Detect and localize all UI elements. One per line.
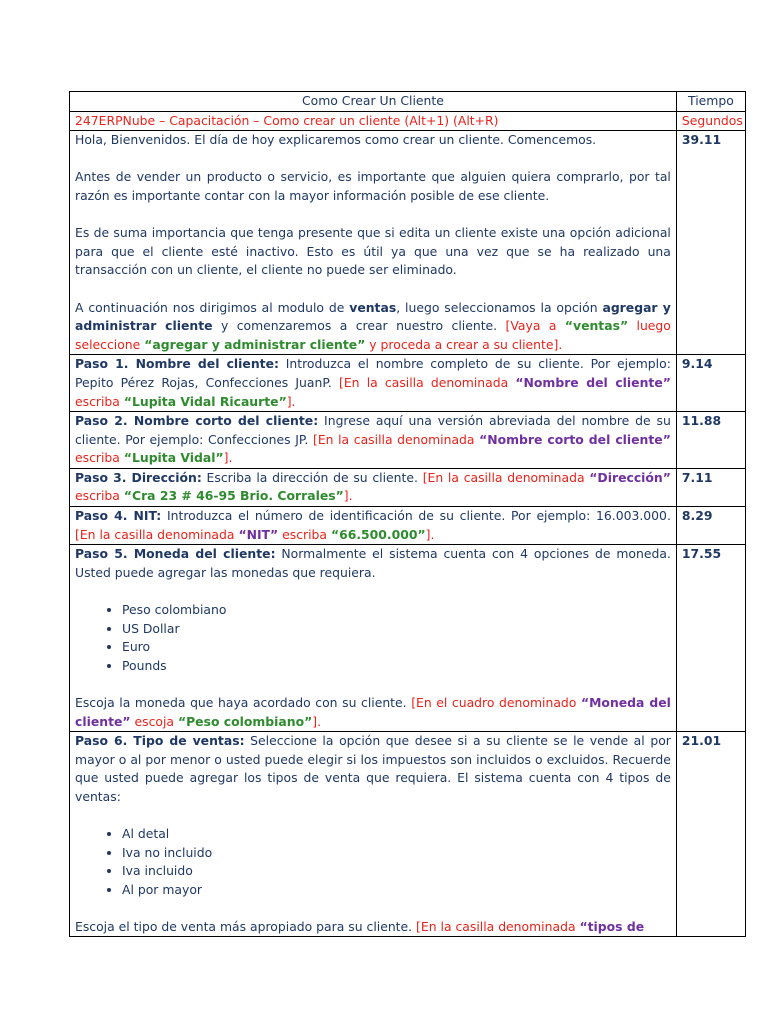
step-description: Escoja la moneda que haya acordado con su cliente.: [75, 695, 412, 710]
instruction: ].: [223, 450, 233, 466]
procedure-table: [69, 91, 746, 937]
instruction: ].: [286, 393, 296, 409]
instruction-value: “agregar y administrar cliente”: [144, 336, 366, 352]
text: A continuación nos dirigimos al modulo de: [75, 299, 350, 315]
instruction: [En el cuadro denominado: [411, 695, 581, 710]
step-row: [70, 545, 746, 732]
instruction: escriba: [75, 393, 124, 409]
step-paragraph: [75, 694, 671, 731]
field-value: “Lupita Vidal Ricaurte”: [123, 393, 287, 409]
instruction: [En la casilla denominada: [422, 469, 590, 485]
field-name: “tipos de: [579, 919, 645, 935]
document-title: Como Crear Un Cliente: [70, 92, 677, 112]
step-row: [70, 732, 746, 937]
step-description: Escriba la dirección de su cliente.: [201, 469, 423, 485]
intro-paragraph: Es de suma importancia que tenga presente que si edita un cliente existe una opción adicional para que el cliente esté inactivo. Esto es útil ya que una vez que se ha realizado una transacción con un cliente, el cliente no puede ser eliminado.: [75, 225, 671, 278]
intro-paragraph: [75, 299, 671, 355]
instruction: [En la casilla denominada: [339, 374, 516, 390]
time-column-header: Tiempo: [676, 92, 745, 112]
instruction: luego seleccione: [75, 318, 671, 352]
sales-type-list: [75, 825, 671, 899]
list-item: • Iva incluido: [122, 862, 671, 881]
intro-row: [70, 131, 746, 355]
step-description: Normalmente el sistema cuenta con 4 opciones de moneda. Usted puede agregar las monedas que requiera.: [75, 546, 671, 580]
step-row: [70, 507, 746, 545]
intro-paragraph: Antes de vender un producto o servicio, es importante que alguien quiera comprarlo, por tal razón es importante contar con la mayor información posible de ese cliente.: [75, 169, 671, 203]
list-item: • US Dollar: [122, 620, 671, 639]
instruction: escriba: [75, 488, 124, 504]
step-title: Paso 1. Nombre del cliente:: [75, 356, 279, 372]
list-item: • Al por mayor: [122, 881, 671, 900]
list-item: • Pounds: [122, 657, 671, 676]
module-name: ventas: [349, 299, 397, 315]
time-value: 9.14: [676, 355, 745, 412]
time-unit: Segundos: [676, 111, 745, 131]
step-paragraph: [75, 545, 671, 582]
course-title: 247ERPNube – Capacitación – Como crear un cliente (Alt+1) (Alt+R): [70, 111, 677, 131]
time-value: 7.11: [676, 468, 745, 506]
option-name: agregar y administrar cliente: [75, 299, 671, 334]
text: , luego seleccionamos la opción: [396, 299, 603, 315]
step-text: [70, 412, 677, 469]
step-paragraph: [75, 732, 671, 806]
field-name: “Nombre corto del cliente”: [479, 431, 671, 447]
step-text: [70, 507, 677, 545]
list-item: • Peso colombiano: [122, 601, 671, 620]
step-description: Introduzca el nombre completo de su cliente. Por ejemplo: Pepito Pérez Rojas, Confecciones JuanP.: [75, 356, 671, 390]
step-description: Ingrese aquí una versión abreviada del nombre de su cliente. Por ejemplo: Confecciones JP.: [75, 413, 671, 447]
step-description: Escoja el tipo de venta más apropiado para su cliente.: [75, 919, 417, 935]
field-name: “NIT”: [238, 526, 279, 542]
step-paragraph: [75, 918, 671, 936]
text: y comenzaremos a crear nuestro cliente.: [212, 318, 506, 334]
subheader-row: [70, 111, 746, 131]
header-row: [70, 92, 746, 112]
currency-list: [75, 601, 671, 675]
time-value: 8.29: [676, 507, 745, 545]
step-description: Seleccione la opción que desee si a su cliente se le vende al por mayor o al por menor o usted puede elegir si los impuestos son incluidos o excluidos. Recuerde que usted puede agregar los tipos de venta que requiera. El sistema cuenta con 4 tipos de ventas:: [75, 733, 671, 804]
field-name: “Nombre del cliente”: [515, 374, 671, 390]
step-text: [70, 545, 677, 732]
field-name: “Dirección”: [589, 469, 671, 485]
step-row: [70, 412, 746, 469]
step-title: Paso 2. Nombre corto del cliente:: [75, 413, 319, 429]
instruction-value: “ventas”: [564, 318, 629, 334]
instruction: [En la casilla denominada: [75, 526, 239, 542]
list-item: • Al detal: [122, 825, 671, 844]
step-description: Introduzca el número de identificación de su cliente. Por ejemplo: 16.003.000.: [161, 508, 671, 524]
intro-paragraph: Hola, Bienvenidos. El día de hoy explicaremos como crear un cliente. Comencemos.: [75, 132, 597, 148]
field-value: “66.500.000”: [330, 526, 426, 542]
instruction: escoja: [130, 713, 178, 729]
instruction: ].: [312, 713, 322, 729]
instruction: ].: [425, 526, 435, 542]
step-title: Paso 6. Tipo de ventas:: [75, 733, 245, 749]
step-text: [70, 355, 677, 412]
step-title: Paso 3. Dirección:: [75, 469, 202, 485]
step-row: [70, 468, 746, 506]
field-name: “Moneda del cliente”: [75, 695, 671, 729]
time-value: 11.88: [676, 412, 745, 469]
instruction: escriba: [278, 526, 331, 542]
instruction: ].: [343, 488, 353, 504]
instruction: [En la casilla denominada: [312, 431, 480, 447]
list-item: • Iva no incluido: [122, 844, 671, 863]
step-row: [70, 355, 746, 412]
step-text: [70, 732, 677, 937]
instruction: y proceda a crear a su cliente].: [365, 336, 563, 352]
step-text: [70, 468, 677, 506]
instruction: [Vaya a: [505, 318, 565, 334]
time-value: 21.01: [676, 732, 745, 937]
field-value: “Cra 23 # 46-95 Brio. Corrales”: [123, 488, 344, 504]
instruction: escriba: [75, 450, 124, 466]
field-value: “Lupita Vidal”: [123, 450, 224, 466]
instruction: [En la casilla denominada: [416, 919, 580, 935]
field-value: “Peso colombiano”: [177, 713, 313, 729]
intro-text: [70, 131, 677, 355]
list-item: • Euro: [122, 638, 671, 657]
step-title: Paso 4. NIT:: [75, 508, 162, 524]
time-value: 17.55: [676, 545, 745, 732]
step-title: Paso 5. Moneda del cliente:: [75, 546, 276, 562]
time-value: 39.11: [676, 131, 745, 355]
